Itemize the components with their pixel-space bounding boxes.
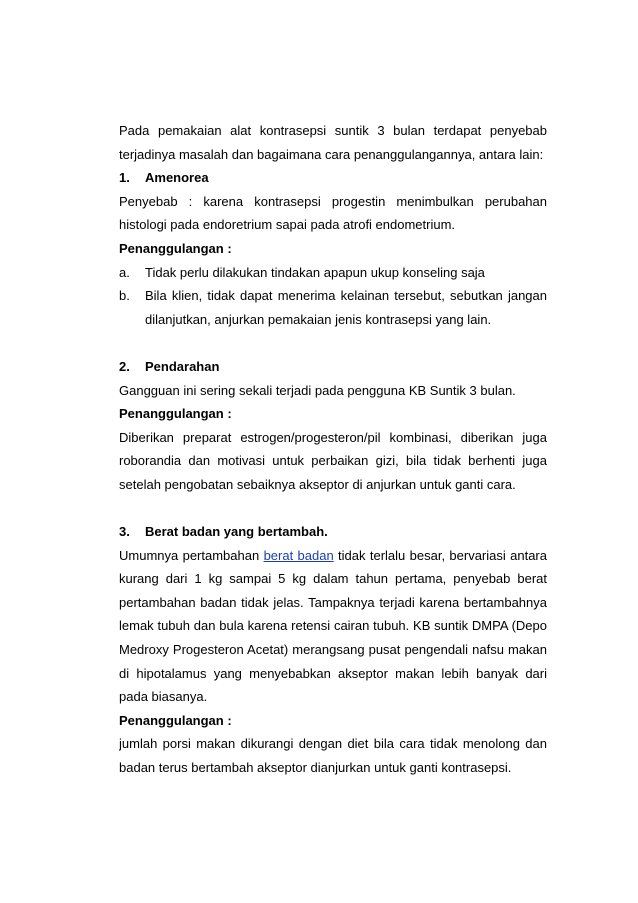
section-spacer — [119, 331, 547, 342]
section-3-body-line-6: di hipotalamus yang menyebabkan akseptor makan lebih banyak dari — [119, 665, 547, 681]
section-3-body-line-4: lemak tubuh dan bula karena retensi cairan tubuh. KB suntik DMPA (Depo — [119, 618, 547, 634]
intro-line-2: terjadinya masalah dan bagaimana cara penanggulangannya, antara lain: — [119, 146, 544, 162]
section-2-number: 2. — [119, 358, 130, 374]
section-3-body-line-7: pada biasanya. — [119, 689, 208, 705]
section-2-handling-line-3: setelah pengobatan sebaiknya akseptor di anjurkan untuk ganti cara. — [119, 476, 516, 492]
berat-badan-link[interactable]: berat badan — [263, 547, 334, 563]
blank-line — [119, 342, 547, 355]
section-2-cause-line-1: Gangguan ini sering sekali terjadi pada pengguna KB Suntik 3 bulan. — [119, 382, 516, 398]
section-1-item-b — [119, 284, 547, 308]
section-1-item-a — [119, 261, 547, 285]
section-1-item-b-text-line-1: Bila klien, tidak dapat menerima kelainan tersebut, sebutkan jangan — [145, 288, 547, 304]
blank-line — [119, 508, 547, 521]
section-spacer — [119, 497, 547, 508]
section-1-handling-label: Penanggulangan : — [119, 240, 232, 256]
section-1-cause-line-1: Penyebab : karena kontrasepsi progestin menimbulkan perubahan — [119, 193, 547, 209]
section-3-body-line-2: kurang dari 1 kg sampai 5 kg dalam tahun pertama, penyebab berat — [119, 571, 547, 587]
section-3-title: Berat badan yang bertambah. — [145, 524, 328, 540]
section-1-cause-line-2: histologi pada endoretrium sapai pada atrofi endometrium. — [119, 217, 456, 233]
section-1-item-b-text-line-2: dilanjutkan, anjurkan pemakaian jenis kontrasepsi yang lain. — [145, 311, 492, 327]
section-3-body-line-1-post: tidak terlalu besar, bervariasi antara — [333, 547, 547, 563]
section-3-handling-label: Penanggulangan : — [119, 712, 232, 728]
section-3-body-line-1 — [119, 544, 547, 568]
section-2-heading — [119, 355, 547, 379]
document-page — [119, 119, 547, 780]
section-2-handling-label: Penanggulangan : — [119, 406, 232, 422]
section-3-body-line-1-pre: Umumnya pertambahan — [119, 547, 264, 563]
section-2-title: Pendarahan — [145, 358, 220, 374]
section-1-item-b-marker: b. — [119, 288, 130, 304]
intro-line-1: Pada pemakaian alat kontrasepsi suntik 3 bulan terdapat penyebab — [119, 123, 547, 138]
section-2-handling-line-2: roborandia dan motivasi untuk perbaikan gizi, bila tidak berhenti juga — [119, 453, 547, 469]
section-1-item-a-marker: a. — [119, 264, 130, 280]
section-1-title: Amenorea — [145, 170, 209, 186]
section-1-number: 1. — [119, 170, 130, 186]
section-3-body-line-5: Medroxy Progesteron Acetat) merangsang pusat pengendali nafsu makan — [119, 642, 547, 658]
section-3-handling-line-1: jumlah porsi makan dikurangi dengan diet bila cara tidak menolong dan — [119, 736, 547, 752]
section-2-handling-line-1: Diberikan preparat estrogen/progesteron/pil kombinasi, diberikan juga — [119, 429, 547, 445]
section-3-number: 3. — [119, 524, 130, 540]
section-1-heading — [119, 166, 547, 190]
section-3-heading — [119, 520, 547, 544]
section-3-body-line-3: pertambahan badan tidak jelas. Tampaknya terjadi karena bertambahnya — [119, 594, 547, 610]
section-3-handling-line-2: badan terus bertambah akseptor dianjurkan untuk ganti kontrasepsi. — [119, 760, 512, 776]
section-1-item-a-text: Tidak perlu dilakukan tindakan apapun ukup konseling saja — [145, 264, 485, 280]
